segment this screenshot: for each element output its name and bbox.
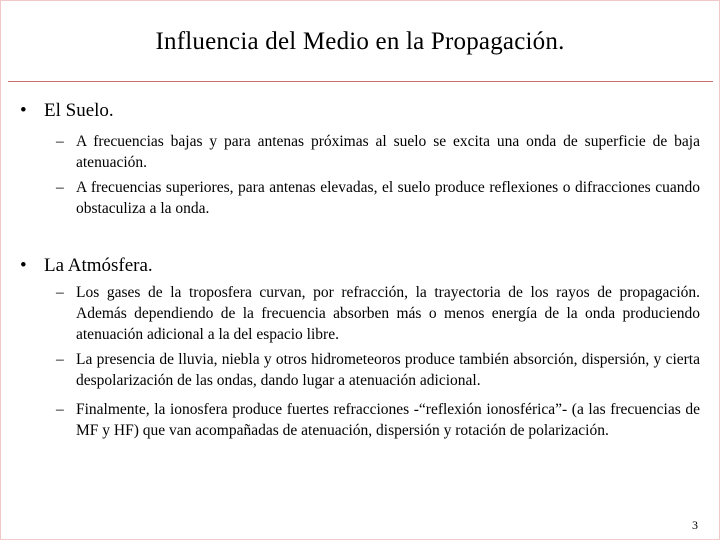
slide-title: Influencia del Medio en la Propagación. [155,28,565,55]
dash-glyph: – [56,179,64,196]
dash-glyph: – [56,284,64,301]
page-number: 3 [692,518,698,532]
title-divider [8,81,713,82]
dash-glyph: – [56,351,64,368]
sub-item-text: Finalmente, la ionosfera produce fuertes refracciones -“reflexión ionosférica”- (a las frecuencias de MF y HF) que van acompañadas de atenuación, dispersión y rotación de polarización. [76,401,700,439]
sub-item-text: A frecuencias superiores, para antenas elevadas, el suelo produce reflexiones o difracciones cuando obstaculiza a la onda. [76,179,700,217]
sub-item-atmosfera-3 [56,399,700,441]
bullet-heading-suelo: El Suelo. [44,100,114,121]
sub-item-atmosfera-1 [56,282,700,345]
sub-item-suelo-2 [56,177,700,219]
sub-item-text: Los gases de la troposfera curvan, por refracción, la trayectoria de los rayos de propagación. Además dependiendo de la frecuencia absorben más o menos energía de la onda produciendo atenuación adicional a la del espacio libre. [76,284,700,343]
dash-glyph: – [56,133,64,150]
bullet-heading-atmosfera: La Atmósfera. [44,255,153,276]
sub-item-suelo-1 [56,131,700,173]
sub-item-atmosfera-2 [56,349,700,391]
sub-item-text: A frecuencias bajas y para antenas próximas al suelo se excita una onda de superficie de baja atenuación. [76,133,700,171]
bullet-glyph: • [20,255,27,276]
dash-glyph: – [56,401,64,418]
bullet-glyph: • [20,100,27,121]
sub-item-text: La presencia de lluvia, niebla y otros hidrometeoros produce también absorción, dispersión, y cierta despolarización de las ondas, dando lugar a atenuación adicional. [76,351,700,389]
